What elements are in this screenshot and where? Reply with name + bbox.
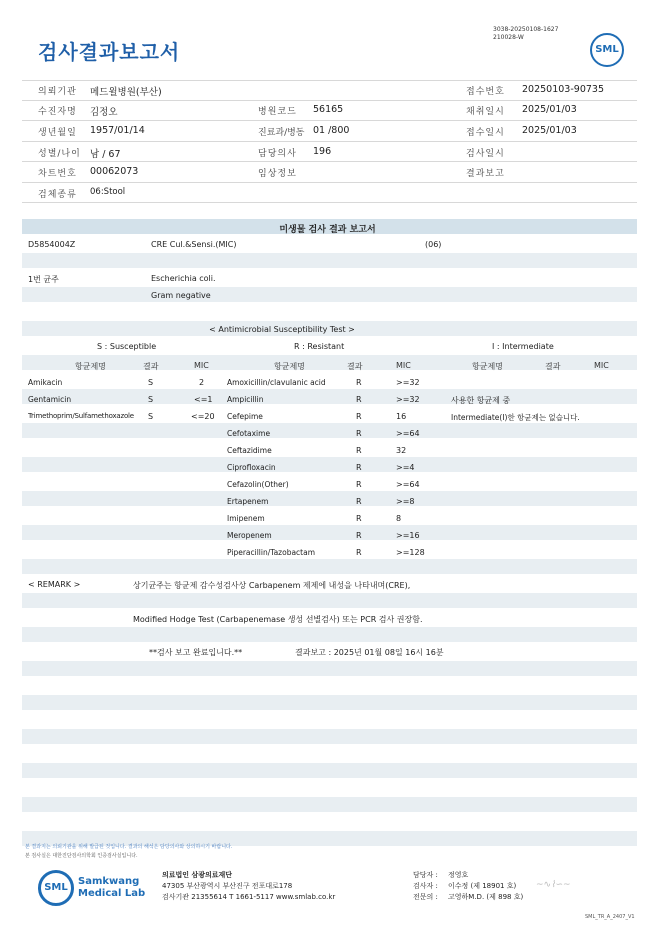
table-row-col2-mic: 32 — [396, 446, 407, 455]
col2-result-header: 결과 — [347, 362, 363, 371]
table-row-col2-result: R — [356, 548, 362, 557]
table-row-col2-name: Piperacillin/Tazobactam — [227, 548, 316, 557]
org-info — [162, 870, 335, 903]
table-row-col2-result: R — [356, 514, 362, 523]
test-seq: (06) — [425, 240, 442, 249]
chart-no-label: 차트번호 — [38, 169, 77, 179]
table-row-col2-result: R — [356, 497, 362, 506]
staff-values: 정영호 이수정 (제 18901 호) 고영하M.D. (제 898 호) — [448, 871, 524, 901]
table-row-col2-name: Cefepime — [227, 412, 263, 421]
hospital-code-value: 56165 — [313, 104, 344, 115]
table-row-col2-result: R — [356, 412, 362, 421]
organism: Escherichia coli. — [151, 274, 216, 283]
section-title: 미생물 검사 결과 보고서 — [279, 225, 376, 235]
specimen-label: 검체종류 — [38, 190, 77, 200]
table-row-col2-mic: >=32 — [396, 395, 420, 404]
remark-label: < REMARK > — [28, 580, 81, 589]
table-row-col2-mic: >=32 — [396, 378, 420, 387]
received-label: 접수일시 — [466, 128, 505, 138]
gram-stain: Gram negative — [151, 291, 211, 300]
ast-title: < Antimicrobial Susceptibility Test > — [209, 325, 355, 334]
table-row-col2-result: R — [356, 463, 362, 472]
org-brand-name: Samkwang Medical Lab — [78, 876, 146, 899]
dept-value: 01 /800 — [313, 125, 350, 136]
col3-result-header: 결과 — [545, 362, 561, 371]
sml-footer-circle: SML — [38, 870, 74, 906]
table-row-col1-name: Gentamicin — [28, 395, 72, 404]
disclaimer-2: 본 검사실은 대한진단검사의학회 인증검사실입니다. — [25, 853, 138, 859]
doctor-label: 담당의사 — [258, 149, 297, 159]
table-row-col2-name: Ampicillin — [227, 395, 264, 404]
table-row-col2-name: Amoxicillin/clavulanic acid — [227, 378, 326, 387]
org-contact: 검사기관 21355614 T 1661-5117 www.smlab.co.kr — [162, 893, 336, 901]
table-row-col1-result: S — [148, 412, 154, 421]
footer-logo — [38, 870, 74, 906]
disclaimer-1: 본 결과지는 의뢰기관을 위해 발급된 것입니다. 결과의 해석은 담당의사와 상의하시기 바랍니다. — [25, 844, 233, 850]
test-name: CRE Cul.&Sensi.(MIC) — [151, 240, 237, 249]
tested-label: 검사일시 — [466, 149, 505, 159]
dob-label: 생년월일 — [38, 128, 77, 138]
table-row-col1-mic: <=20 — [191, 412, 215, 421]
table-row-col1-name: Amikacin — [28, 378, 63, 387]
isolate-label: 1번 균주 — [28, 275, 59, 284]
test-code: D5854004Z — [28, 240, 76, 249]
table-row-col2-name: Meropenem — [227, 531, 272, 540]
sex-age-value: 남 / 67 — [90, 149, 121, 160]
col2-antibiotic-header: 항균제명 — [274, 362, 305, 371]
hospital-code-label: 병원코드 — [258, 107, 297, 117]
table-row-col1-mic: <=1 — [194, 395, 213, 404]
clinical-label: 임상정보 — [258, 169, 297, 179]
col1-result-header: 결과 — [143, 362, 159, 371]
table-row-col1-result: S — [148, 378, 154, 387]
table-row-col2-mic: >=16 — [396, 531, 420, 540]
table-row-col2-result: R — [356, 446, 362, 455]
signature-mark: ~∿⌇∽~ — [536, 880, 571, 890]
chart-no-value: 00062073 — [90, 166, 139, 177]
org-full-name: 의료법인 삼광의료재단 — [162, 871, 233, 879]
page-title: 검사결과보고서 — [38, 40, 181, 64]
table-row-col2-mic: >=128 — [396, 548, 425, 557]
org-address: 47305 부산광역시 부산진구 전포대로178 — [162, 882, 293, 890]
table-row-col1-name: Trimethoprim/Sulfamethoxazole — [28, 412, 134, 420]
table-row-col2-name: Ciprofloxacin — [227, 463, 276, 472]
report-label: 결과보고 — [466, 169, 505, 179]
table-row-col2-result: R — [356, 429, 362, 438]
legend-intermediate: I : Intermediate — [492, 342, 554, 351]
table-row-col2-mic: >=64 — [396, 429, 420, 438]
table-row-col2-mic: >=4 — [396, 463, 415, 472]
table-row-col2-mic: >=8 — [396, 497, 415, 506]
intermediate-note-1: 사용한 항균제 중 — [451, 396, 511, 405]
table-row-col2-mic: 16 — [396, 412, 407, 421]
form-id: SML_TR_A_2407_V1 — [585, 914, 635, 920]
receipt-no-value: 20250103-90735 — [522, 84, 605, 95]
legend-susceptible: S : Susceptible — [97, 342, 157, 351]
col1-mic-header: MIC — [194, 361, 209, 370]
doctor-value: 196 — [313, 146, 332, 157]
table-row-col2-name: Imipenem — [227, 514, 265, 523]
name-label: 수진자명 — [38, 107, 77, 117]
sex-age-label: 성별/나이 — [38, 149, 81, 159]
table-row-col2-result: R — [356, 378, 362, 387]
col1-antibiotic-header: 항균제명 — [75, 362, 106, 371]
dob-value: 1957/01/14 — [90, 125, 145, 136]
table-row-col2-name: Ertapenem — [227, 497, 269, 506]
receipt-no-label: 접수번호 — [466, 87, 505, 97]
table-row-col1-mic: 2 — [199, 378, 205, 387]
collected-value: 2025/01/03 — [522, 104, 577, 115]
remark-line-1: 상기균주는 항균제 감수성검사상 Carbapenem 제제에 내성을 나타내며(CRE), — [133, 581, 411, 590]
remark-line-2: Modified Hodge Test (Carbapenemase 생성 선별검사) 또는 PCR 검사 권장함. — [133, 615, 423, 624]
col3-antibiotic-header: 항균제명 — [472, 362, 503, 371]
table-row-col2-name: Cefazolin(Other) — [227, 480, 289, 489]
table-row-col2-name: Cefotaxime — [227, 429, 271, 438]
sml-logo: SML — [590, 33, 624, 67]
table-row-col2-mic: >=64 — [396, 480, 420, 489]
received-value: 2025/01/03 — [522, 125, 577, 136]
collected-label: 채취일시 — [466, 107, 505, 117]
col2-mic-header: MIC — [396, 361, 411, 370]
table-row-col2-result: R — [356, 480, 362, 489]
institution-value: 메드윌병원(부산) — [90, 87, 162, 98]
report-complete: **검사 보고 완료입니다.** — [149, 648, 243, 657]
table-row-col2-result: R — [356, 395, 362, 404]
staff-labels: 담당자 : 검사자 : 전문의 : — [413, 871, 438, 901]
dept-label: 진료과/병동 — [258, 128, 305, 138]
table-row-col2-mic: 8 — [396, 514, 402, 523]
institution-label: 의뢰기관 — [38, 87, 77, 97]
report-time: 결과보고 : 2025년 01월 08일 16시 16분 — [295, 648, 444, 657]
intermediate-note-2: Intermediate(I)한 항균제는 없습니다. — [451, 413, 580, 422]
document-id: 3038-20250108-1627 210028-W — [493, 26, 559, 41]
legend-resistant: R : Resistant — [294, 342, 345, 351]
col3-mic-header: MIC — [594, 361, 609, 370]
name-value: 김정오 — [90, 107, 118, 118]
table-row-col2-result: R — [356, 531, 362, 540]
table-row-col1-result: S — [148, 395, 154, 404]
specimen-value: 06:Stool — [90, 187, 126, 197]
table-row-col2-name: Ceftazidime — [227, 446, 272, 455]
